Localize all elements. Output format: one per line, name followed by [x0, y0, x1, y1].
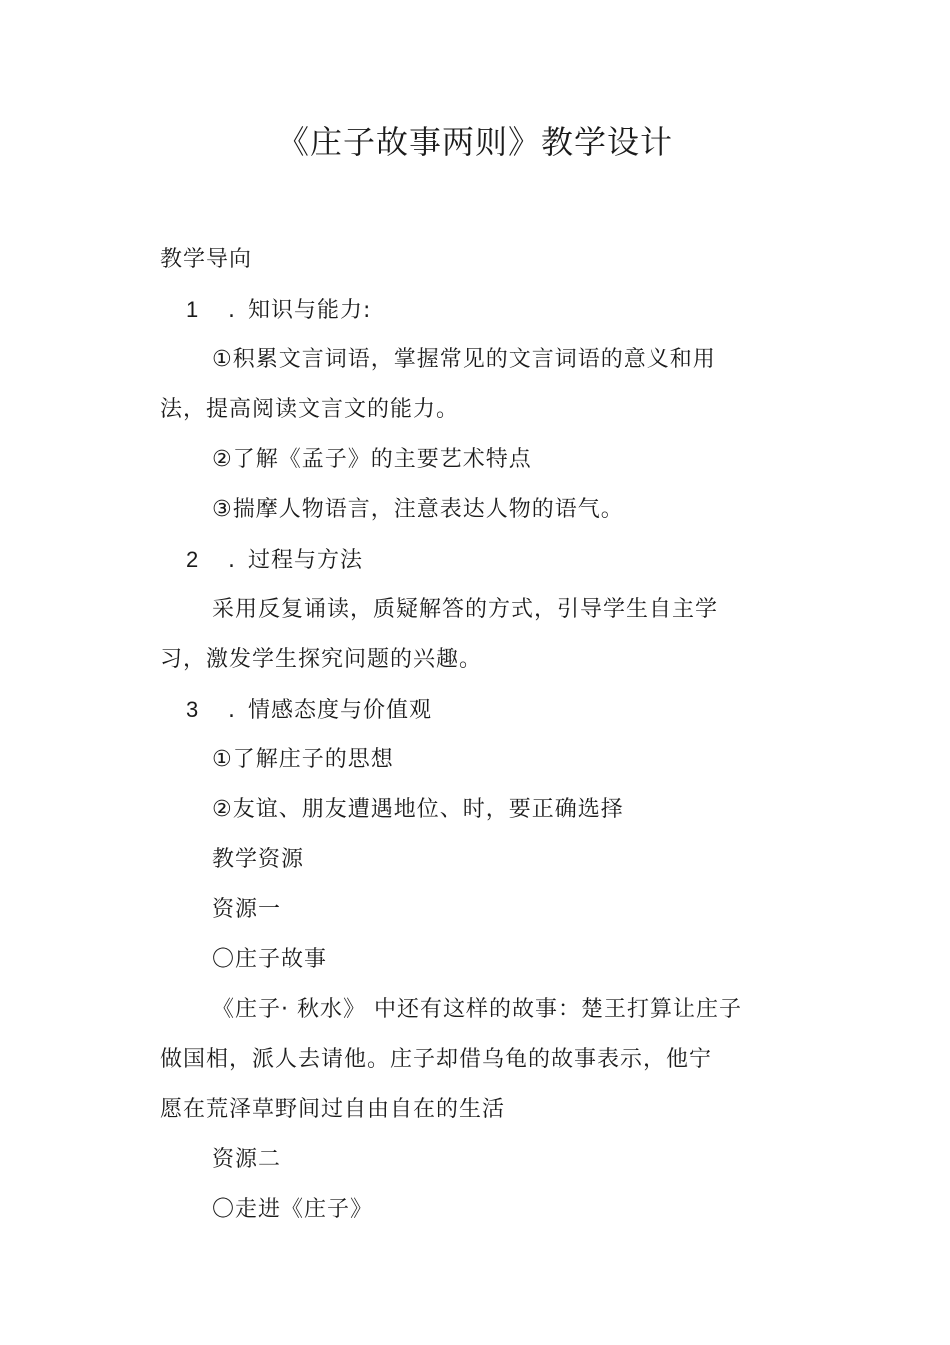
item-3-label: 情感态度与价值观: [248, 698, 433, 723]
resource-2-title: 〇走进《庄子》: [212, 1197, 374, 1222]
item-3-heading: [186, 695, 432, 726]
resource-1-text-line-3: 愿在荒泽草野间过自由自在的生活: [160, 1097, 506, 1122]
resources-heading: 教学资源: [212, 847, 305, 872]
resource-1-text-line-1: 《庄子· 秋水》 中还有这样的故事：楚王打算让庄子: [212, 997, 742, 1022]
item-3-paragraph-1: ①了解庄子的思想: [212, 747, 394, 772]
section-heading: 教学导向: [160, 247, 253, 272]
item-1-paragraph-3: ③揣摩人物语言，注意表达人物的语气。: [212, 497, 624, 522]
resource-1-title: 〇庄子故事: [212, 947, 328, 972]
item-1-heading: [186, 295, 371, 326]
item-2-paragraph-1-line-1: 采用反复诵读，质疑解答的方式，引导学生自主学: [212, 597, 719, 622]
item-2-label: 过程与方法: [248, 548, 364, 573]
item-1-number: 1: [186, 297, 200, 322]
resource-2-heading: 资源二: [212, 1147, 282, 1172]
item-1-dot: .: [228, 298, 236, 323]
resource-1-heading: 资源一: [212, 897, 282, 922]
item-1-label: 知识与能力:: [248, 298, 372, 323]
item-2-paragraph-1-line-2: 习，激发学生探究问题的兴趣。: [160, 647, 483, 672]
item-3-dot: .: [228, 698, 236, 723]
item-3-paragraph-2: ②友谊、朋友遭遇地位、时，要正确选择: [212, 797, 624, 822]
item-2-heading: [186, 545, 363, 576]
item-1-paragraph-1-line-1: ①积累文言词语，掌握常见的文言词语的意义和用: [212, 347, 716, 372]
resource-1-text-line-2: 做国相，派人去请他。庄子却借乌龟的故事表示，他宁: [160, 1047, 713, 1072]
item-1-paragraph-2: ②了解《孟子》的主要艺术特点: [212, 447, 532, 472]
item-1-paragraph-1-line-2: 法，提高阅读文言文的能力。: [160, 397, 460, 422]
item-2-number: 2: [186, 547, 200, 572]
item-3-number: 3: [186, 697, 200, 722]
document-title: 《庄子故事两则》教学设计: [276, 123, 673, 161]
item-2-dot: .: [228, 548, 236, 573]
